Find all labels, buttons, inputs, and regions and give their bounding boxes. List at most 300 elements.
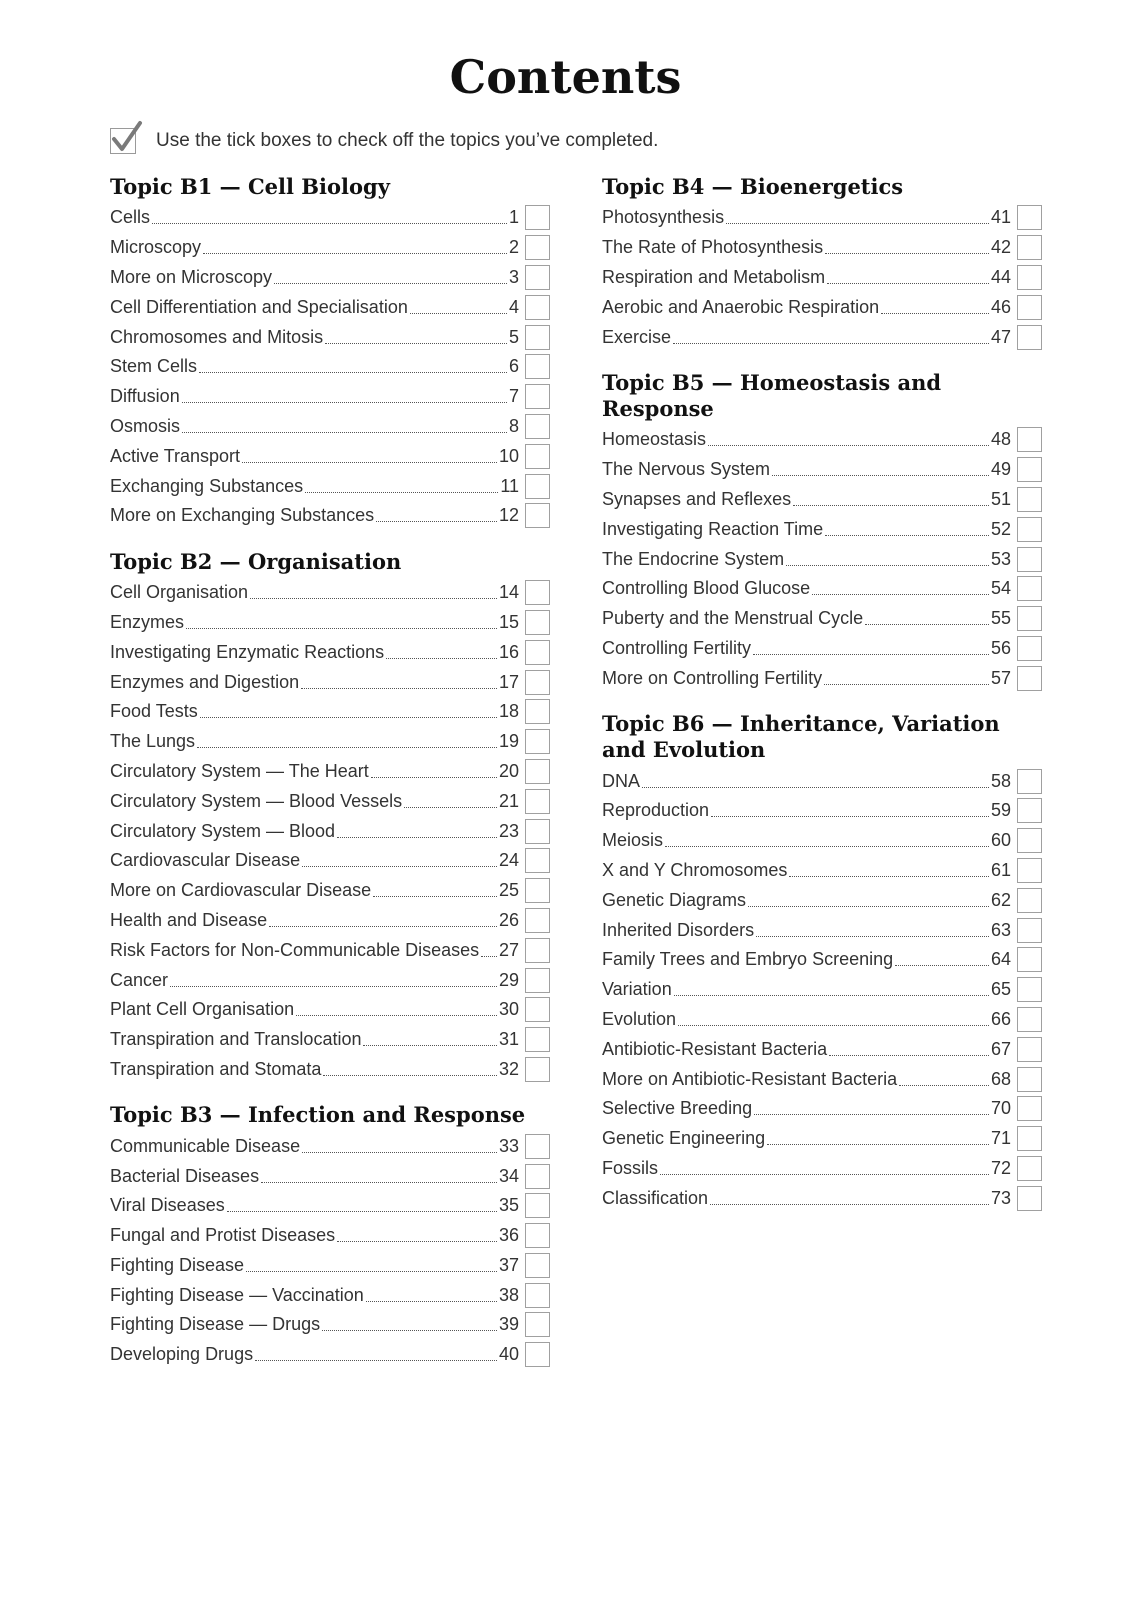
tick-box[interactable]	[525, 968, 550, 993]
page-number: 63	[990, 919, 1011, 940]
dot-leader	[829, 1055, 989, 1056]
page-number: 67	[990, 1038, 1011, 1059]
tick-box[interactable]	[525, 938, 550, 963]
topic-heading: Topic B5 — Homeostasis and Response	[602, 369, 942, 421]
contents-entry	[602, 263, 1042, 293]
dot-leader	[825, 535, 989, 536]
dot-leader	[152, 223, 507, 224]
tick-box[interactable]	[1017, 1096, 1042, 1121]
page-number: 16	[498, 641, 519, 662]
contents-entry	[110, 1280, 550, 1310]
tick-box[interactable]	[525, 1253, 550, 1278]
dot-leader	[708, 445, 989, 446]
dot-leader	[255, 1360, 497, 1361]
tick-box[interactable]	[525, 997, 550, 1022]
page-number: 59	[990, 800, 1011, 821]
dot-leader	[322, 1330, 497, 1331]
tick-box[interactable]	[525, 580, 550, 605]
entry-title: Communicable Disease	[110, 1135, 301, 1156]
page-number: 54	[990, 578, 1011, 599]
tick-box-example	[110, 128, 136, 154]
contents-entry	[110, 441, 550, 471]
tick-box[interactable]	[525, 503, 550, 528]
page-number: 14	[498, 582, 519, 603]
dot-leader	[881, 313, 989, 314]
dot-leader	[825, 253, 989, 254]
tick-box[interactable]	[1017, 547, 1042, 572]
page-number: 31	[498, 1029, 519, 1050]
contents-entry	[602, 826, 1042, 856]
contents-entry	[602, 1005, 1042, 1035]
contents-entry	[602, 574, 1042, 604]
entry-title: Developing Drugs	[110, 1344, 254, 1365]
entry-title: The Lungs	[110, 731, 196, 752]
topic-section	[602, 174, 1042, 352]
contents-entry	[602, 634, 1042, 664]
page-number: 44	[990, 266, 1011, 287]
dot-leader	[772, 475, 989, 476]
contents-entry	[602, 425, 1042, 455]
tick-box[interactable]	[1017, 235, 1042, 260]
tick-box[interactable]	[1017, 1007, 1042, 1032]
entry-title: Investigating Reaction Time	[602, 518, 824, 539]
page-number: 10	[498, 445, 519, 466]
page-title: Contents	[449, 50, 682, 104]
entry-title: Cell Differentiation and Specialisation	[110, 296, 408, 317]
tick-box[interactable]	[525, 1312, 550, 1337]
entry-title: Fossils	[602, 1157, 659, 1178]
entry-title: Fighting Disease — Drugs	[110, 1314, 321, 1335]
contents-entry	[110, 292, 550, 322]
tick-box[interactable]	[525, 1223, 550, 1248]
topic-heading: Topic B2 — Organisation	[110, 548, 402, 574]
topic-section	[602, 370, 1042, 693]
tick-box[interactable]	[525, 759, 550, 784]
entry-title: Transpiration and Stomata	[110, 1058, 322, 1079]
contents-entry	[110, 322, 550, 352]
dot-leader	[261, 1182, 497, 1183]
contents-entry	[602, 796, 1042, 826]
entry-title: Transpiration and Translocation	[110, 1029, 362, 1050]
tick-box[interactable]	[525, 640, 550, 665]
page-number: 4	[508, 296, 519, 317]
entry-title: Evolution	[602, 1008, 677, 1029]
contents-entry	[602, 885, 1042, 915]
contents-entry	[110, 382, 550, 412]
contents-entry	[110, 352, 550, 382]
dot-leader	[242, 462, 497, 463]
dot-leader	[754, 1114, 989, 1115]
dot-leader	[323, 1075, 497, 1076]
contents-entry	[110, 906, 550, 936]
page-number: 15	[498, 611, 519, 632]
dot-leader	[227, 1211, 497, 1212]
dot-leader	[250, 598, 497, 599]
tick-box[interactable]	[525, 908, 550, 933]
entry-title: The Nervous System	[602, 459, 771, 480]
entry-title: Osmosis	[110, 415, 181, 436]
contents-entry	[602, 485, 1042, 515]
page-number: 71	[990, 1128, 1011, 1149]
tick-box[interactable]	[525, 848, 550, 873]
contents-entry	[602, 203, 1042, 233]
contents-entry	[602, 975, 1042, 1005]
tick-box[interactable]	[525, 1283, 550, 1308]
contents-entry	[110, 637, 550, 667]
page-number: 46	[990, 296, 1011, 317]
tick-box[interactable]	[1017, 1067, 1042, 1092]
page-number: 27	[498, 939, 519, 960]
tick-box[interactable]	[525, 1193, 550, 1218]
entry-title: Food Tests	[110, 701, 198, 722]
topic-heading: Topic B3 — Infection and Response	[110, 1102, 526, 1128]
dot-leader	[812, 594, 989, 595]
page-number: 12	[498, 505, 519, 526]
dot-leader	[673, 343, 989, 344]
intro-line	[110, 124, 658, 158]
dot-leader	[895, 965, 989, 966]
entry-title: The Rate of Photosynthesis	[602, 237, 824, 258]
contents-entry	[110, 876, 550, 906]
tick-box[interactable]	[525, 1164, 550, 1189]
tick-box[interactable]	[1017, 636, 1042, 661]
tick-box[interactable]	[1017, 769, 1042, 794]
entry-title: Selective Breeding	[602, 1098, 753, 1119]
tick-box[interactable]	[1017, 977, 1042, 1002]
contents-entry	[110, 816, 550, 846]
entry-title: Plant Cell Organisation	[110, 999, 295, 1020]
page-number: 1	[508, 207, 519, 228]
page-number: 66	[990, 1008, 1011, 1029]
topic-heading: Topic B4 — Bioenergetics	[602, 174, 904, 199]
entry-title: Genetic Diagrams	[602, 889, 747, 910]
page-number: 2	[508, 237, 519, 258]
page-number: 24	[498, 850, 519, 871]
tick-box[interactable]	[525, 1057, 550, 1082]
entry-title: Fighting Disease — Vaccination	[110, 1284, 364, 1305]
dot-leader	[678, 1025, 989, 1026]
tick-box[interactable]	[525, 295, 550, 320]
entry-title: Cardiovascular Disease	[110, 850, 301, 871]
tick-box[interactable]	[1017, 517, 1042, 542]
tick-box[interactable]	[1017, 576, 1042, 601]
page-number: 58	[990, 770, 1011, 791]
dot-leader	[748, 906, 989, 907]
page-number: 3	[508, 266, 519, 287]
tick-box[interactable]	[525, 670, 550, 695]
tick-box[interactable]	[525, 819, 550, 844]
page-number: 40	[498, 1344, 519, 1365]
entry-title: Homeostasis	[602, 429, 707, 450]
entry-title: Family Trees and Embryo Screening	[602, 949, 894, 970]
entry-title: Puberty and the Menstrual Cycle	[602, 608, 864, 629]
page-number: 64	[990, 949, 1011, 970]
entry-title: Inherited Disorders	[602, 919, 755, 940]
dot-leader	[753, 654, 989, 655]
tick-box[interactable]	[525, 205, 550, 230]
dot-leader	[371, 777, 497, 778]
dot-leader	[665, 846, 989, 847]
contents-entry	[110, 727, 550, 757]
tick-box[interactable]	[525, 265, 550, 290]
entry-title: Stem Cells	[110, 356, 198, 377]
dot-leader	[410, 313, 507, 314]
dot-leader	[246, 1271, 497, 1272]
page-number: 57	[990, 667, 1011, 688]
tick-box[interactable]	[1017, 265, 1042, 290]
entry-title: Bacterial Diseases	[110, 1165, 260, 1186]
tick-box[interactable]	[1017, 888, 1042, 913]
page-number: 11	[500, 475, 519, 496]
contents-entry	[110, 697, 550, 727]
page-number: 62	[990, 889, 1011, 910]
contents-entry	[602, 945, 1042, 975]
tick-box[interactable]	[525, 1342, 550, 1367]
entry-title: Enzymes and Digestion	[110, 671, 300, 692]
entry-title: Risk Factors for Non-Communicable Diseases	[110, 939, 480, 960]
entry-title: More on Antibiotic-Resistant Bacteria	[602, 1068, 898, 1089]
tick-box[interactable]	[1017, 858, 1042, 883]
page-number: 47	[990, 326, 1011, 347]
tick-box[interactable]	[1017, 606, 1042, 631]
contents-entry	[110, 233, 550, 263]
page-number: 39	[498, 1314, 519, 1335]
contents-entry	[602, 233, 1042, 263]
entry-title: Circulatory System — Blood	[110, 820, 336, 841]
entry-title: Fighting Disease	[110, 1254, 245, 1275]
tick-box[interactable]	[1017, 325, 1042, 350]
tick-box[interactable]	[1017, 1186, 1042, 1211]
topic-heading: Topic B6 — Inheritance, Variation and Evolution	[602, 711, 1000, 763]
page-number: 51	[990, 488, 1011, 509]
tick-box[interactable]	[525, 444, 550, 469]
page-number: 49	[990, 459, 1011, 480]
entry-title: Active Transport	[110, 445, 241, 466]
tick-box[interactable]	[1017, 1156, 1042, 1181]
intro-text: Use the tick boxes to check off the topics you’ve completed.	[156, 130, 659, 151]
tick-box[interactable]	[1017, 666, 1042, 691]
dot-leader	[182, 402, 507, 403]
entry-title: Cells	[110, 207, 151, 228]
tick-box[interactable]	[525, 789, 550, 814]
tick-box[interactable]	[1017, 1126, 1042, 1151]
dot-leader	[302, 866, 497, 867]
page-number: 30	[498, 999, 519, 1020]
dot-leader	[302, 1152, 497, 1153]
dot-leader	[269, 926, 497, 927]
tick-box[interactable]	[1017, 918, 1042, 943]
tick-box[interactable]	[1017, 947, 1042, 972]
page-number: 17	[498, 671, 519, 692]
dot-leader	[199, 372, 507, 373]
contents-entry	[110, 1055, 550, 1085]
tick-box[interactable]	[525, 325, 550, 350]
entry-title: Circulatory System — The Heart	[110, 760, 369, 781]
dot-leader	[710, 1204, 989, 1205]
tick-box[interactable]	[525, 414, 550, 439]
entry-title: Classification	[602, 1187, 709, 1208]
entry-title: Aerobic and Anaerobic Respiration	[602, 296, 880, 317]
page-number: 33	[498, 1135, 519, 1156]
page-number: 8	[508, 415, 519, 436]
dot-leader	[301, 688, 497, 689]
contents-entry	[602, 663, 1042, 693]
dot-leader	[756, 936, 989, 937]
tick-box[interactable]	[1017, 487, 1042, 512]
dot-leader	[674, 995, 989, 996]
entry-title: Health and Disease	[110, 909, 268, 930]
dot-leader	[767, 1144, 989, 1145]
contents-entry	[110, 578, 550, 608]
page-number: 21	[498, 790, 519, 811]
contents-entry	[110, 1161, 550, 1191]
page-number: 70	[990, 1098, 1011, 1119]
dot-leader	[203, 253, 507, 254]
contents-entry	[602, 322, 1042, 352]
tick-box[interactable]	[1017, 295, 1042, 320]
contents-entry	[602, 1154, 1042, 1184]
tick-box[interactable]	[525, 729, 550, 754]
entry-title: Cancer	[110, 969, 169, 990]
dot-leader	[404, 807, 497, 808]
page-number: 19	[498, 731, 519, 752]
tick-box[interactable]	[1017, 457, 1042, 482]
entry-title: Antibiotic-Resistant Bacteria	[602, 1038, 828, 1059]
page-number: 29	[498, 969, 519, 990]
page-number: 18	[498, 701, 519, 722]
dot-leader	[865, 624, 989, 625]
dot-leader	[481, 956, 497, 957]
entry-title: The Endocrine System	[602, 548, 785, 569]
entry-title: Variation	[602, 979, 672, 1000]
entry-title: Exercise	[602, 326, 672, 347]
contents-entry	[602, 1124, 1042, 1154]
contents-entry	[602, 915, 1042, 945]
page-number: 73	[990, 1187, 1011, 1208]
contents-entry	[602, 292, 1042, 322]
contents-entry	[602, 604, 1042, 634]
tick-box[interactable]	[1017, 1037, 1042, 1062]
topic-section	[110, 549, 550, 1085]
tick-box[interactable]	[525, 699, 550, 724]
contents-entry	[110, 995, 550, 1025]
contents-entry	[110, 846, 550, 876]
right-column	[602, 174, 1042, 1231]
entry-title: Fungal and Protist Diseases	[110, 1225, 336, 1246]
dot-leader	[197, 747, 497, 748]
tick-box[interactable]	[525, 474, 550, 499]
contents-entry	[110, 786, 550, 816]
page-number: 72	[990, 1157, 1011, 1178]
contents-entry	[110, 1251, 550, 1281]
contents-entry	[110, 608, 550, 638]
page-number: 68	[990, 1068, 1011, 1089]
contents-entry	[602, 544, 1042, 574]
dot-leader	[337, 837, 497, 838]
page-number: 55	[990, 608, 1011, 629]
tick-box[interactable]	[525, 1134, 550, 1159]
tick-box[interactable]	[525, 354, 550, 379]
contents-entry	[110, 1310, 550, 1340]
entry-title: Viral Diseases	[110, 1195, 225, 1216]
page-number: 37	[498, 1254, 519, 1275]
contents-entry	[110, 935, 550, 965]
page-number: 60	[990, 830, 1011, 851]
dot-leader	[305, 492, 498, 493]
entry-title: Reproduction	[602, 800, 710, 821]
entry-title: Genetic Engineering	[602, 1128, 766, 1149]
contents-entry	[110, 263, 550, 293]
contents-entry	[602, 514, 1042, 544]
page-number: 5	[508, 326, 519, 347]
tick-box[interactable]	[525, 878, 550, 903]
page-number: 41	[990, 207, 1011, 228]
entry-title: Respiration and Metabolism	[602, 266, 826, 287]
contents-entry	[602, 1094, 1042, 1124]
entry-title: More on Exchanging Substances	[110, 505, 375, 526]
entry-title: Circulatory System — Blood Vessels	[110, 790, 403, 811]
entry-title: Cell Organisation	[110, 582, 249, 603]
page-number: 36	[498, 1225, 519, 1246]
entry-title: X and Y Chromosomes	[602, 859, 788, 880]
tick-box[interactable]	[525, 384, 550, 409]
page-number: 52	[990, 518, 1011, 539]
contents-entry	[110, 1025, 550, 1055]
dot-leader	[827, 283, 989, 284]
dot-leader	[793, 505, 989, 506]
dot-leader	[824, 684, 989, 685]
left-column	[110, 174, 550, 1388]
page-number: 26	[498, 909, 519, 930]
entry-title: More on Controlling Fertility	[602, 667, 823, 688]
page-number: 20	[498, 760, 519, 781]
tick-box[interactable]	[525, 1027, 550, 1052]
contents-entry	[110, 757, 550, 787]
dot-leader	[337, 1241, 497, 1242]
tick-box[interactable]	[525, 235, 550, 260]
contents-entry	[110, 1340, 550, 1370]
tick-box[interactable]	[1017, 205, 1042, 230]
tick-box[interactable]	[525, 610, 550, 635]
page-number: 25	[498, 880, 519, 901]
contents-entry	[110, 412, 550, 442]
contents-entry	[110, 471, 550, 501]
page-number: 7	[508, 386, 519, 407]
page-number: 32	[498, 1058, 519, 1079]
page-number: 6	[508, 356, 519, 377]
entry-title: Enzymes	[110, 611, 185, 632]
page-number: 61	[990, 859, 1011, 880]
entry-title: More on Microscopy	[110, 266, 273, 287]
topic-section	[110, 1102, 550, 1369]
page-number: 48	[990, 429, 1011, 450]
tick-box[interactable]	[1017, 798, 1042, 823]
entry-title: Controlling Fertility	[602, 637, 752, 658]
contents-entry	[110, 667, 550, 697]
contents-entry	[110, 1131, 550, 1161]
dot-leader	[789, 876, 989, 877]
topic-section	[110, 174, 550, 531]
dot-leader	[200, 717, 497, 718]
topic-heading: Topic B1 — Cell Biology	[110, 174, 390, 199]
dot-leader	[325, 343, 507, 344]
dot-leader	[786, 565, 989, 566]
tick-box[interactable]	[1017, 828, 1042, 853]
contents-entry	[602, 766, 1042, 796]
tick-box[interactable]	[1017, 427, 1042, 452]
page-number: 53	[990, 548, 1011, 569]
page-number: 42	[990, 237, 1011, 258]
